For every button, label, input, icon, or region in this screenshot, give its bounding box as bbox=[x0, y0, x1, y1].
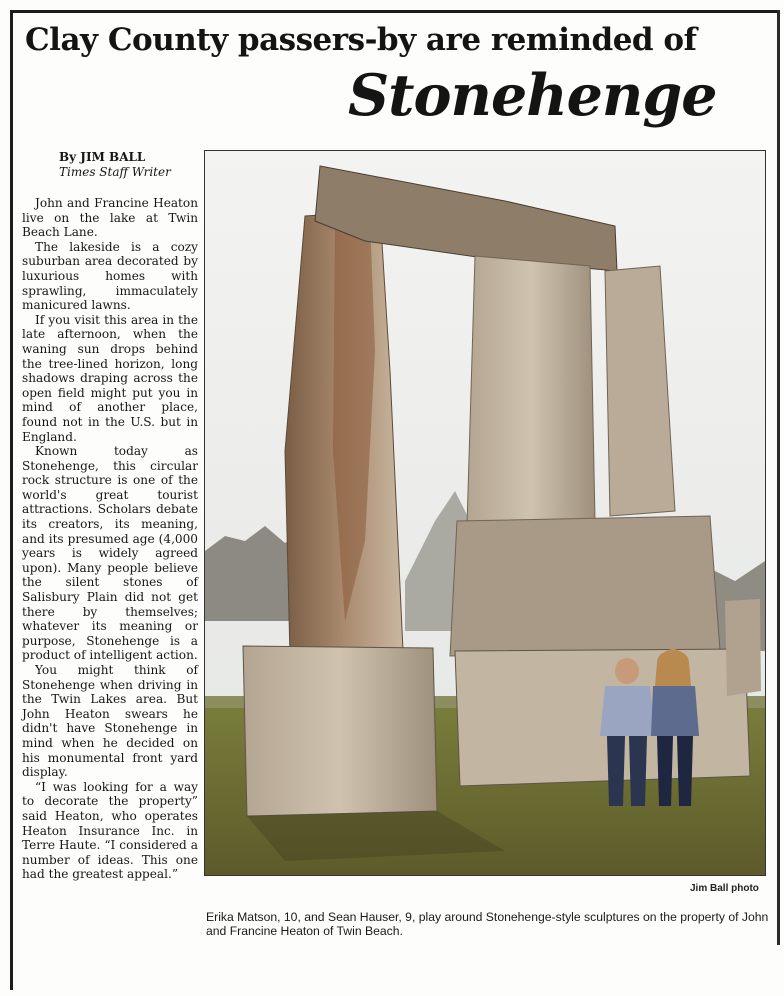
story-column bbox=[22, 196, 198, 882]
story-paragraph-2: The lakeside is a cozy suburban area decorated by luxurious homes with sprawling, immaculately manicured lawns. bbox=[22, 239, 198, 313]
story-paragraph-5: You might think of Stonehenge when driving in the Twin Lakes area. But John Heaton swears he didn't have Stonehenge in mind when he decided on his monumental front yard display. bbox=[22, 663, 198, 780]
stonehenge-photo-illustration bbox=[205, 151, 765, 875]
story-paragraph-4: Known today as Stonehenge, this circular rock structure is one of the world's great tourist attractions. Scholars debate its creators, its meaning, and its presumed age (4,000 years is widely agreed upon). Many people believe the silent stones of Salisbury Plain did not get there by themselves; whatever its meaning or purpose, Stonehenge is a product of intelligent action. bbox=[22, 444, 198, 663]
stonehenge-photo bbox=[204, 150, 766, 876]
story-paragraph-6: “I was looking for a way to decorate the property” said Heaton, who operates Heaton Insurance Inc. in Terre Haute. “I considered a number of ideas. This one had the greatest appeal.” bbox=[22, 779, 198, 882]
left-border-rule bbox=[10, 10, 13, 990]
top-border-rule bbox=[10, 10, 780, 13]
photo-caption: Erika Matson, 10, and Sean Hauser, 9, play around Stonehenge-style sculptures on the property of John and Francine Heaton of Twin Beach. bbox=[206, 910, 769, 938]
child-head-left bbox=[615, 658, 639, 684]
headline-line-1: Clay County passers-by are reminded of bbox=[25, 22, 697, 58]
right-border-rule bbox=[777, 10, 780, 945]
photo-credit: Jim Ball photo bbox=[690, 883, 759, 894]
headline-line-2: Stonehenge bbox=[348, 62, 717, 129]
story-paragraph-3: If you visit this area in the late afternoon, when the waning sun drops behind the tree-lined horizon, long shadows draping across the open field might put you in mind of another place, found not in the U.S. but in England. bbox=[22, 312, 198, 444]
byline-title: Times Staff Writer bbox=[59, 165, 171, 179]
story-paragraph-1: John and Francine Heaton live on the lake at Twin Beach Lane. bbox=[22, 196, 198, 240]
byline: By JIM BALL bbox=[59, 150, 146, 164]
